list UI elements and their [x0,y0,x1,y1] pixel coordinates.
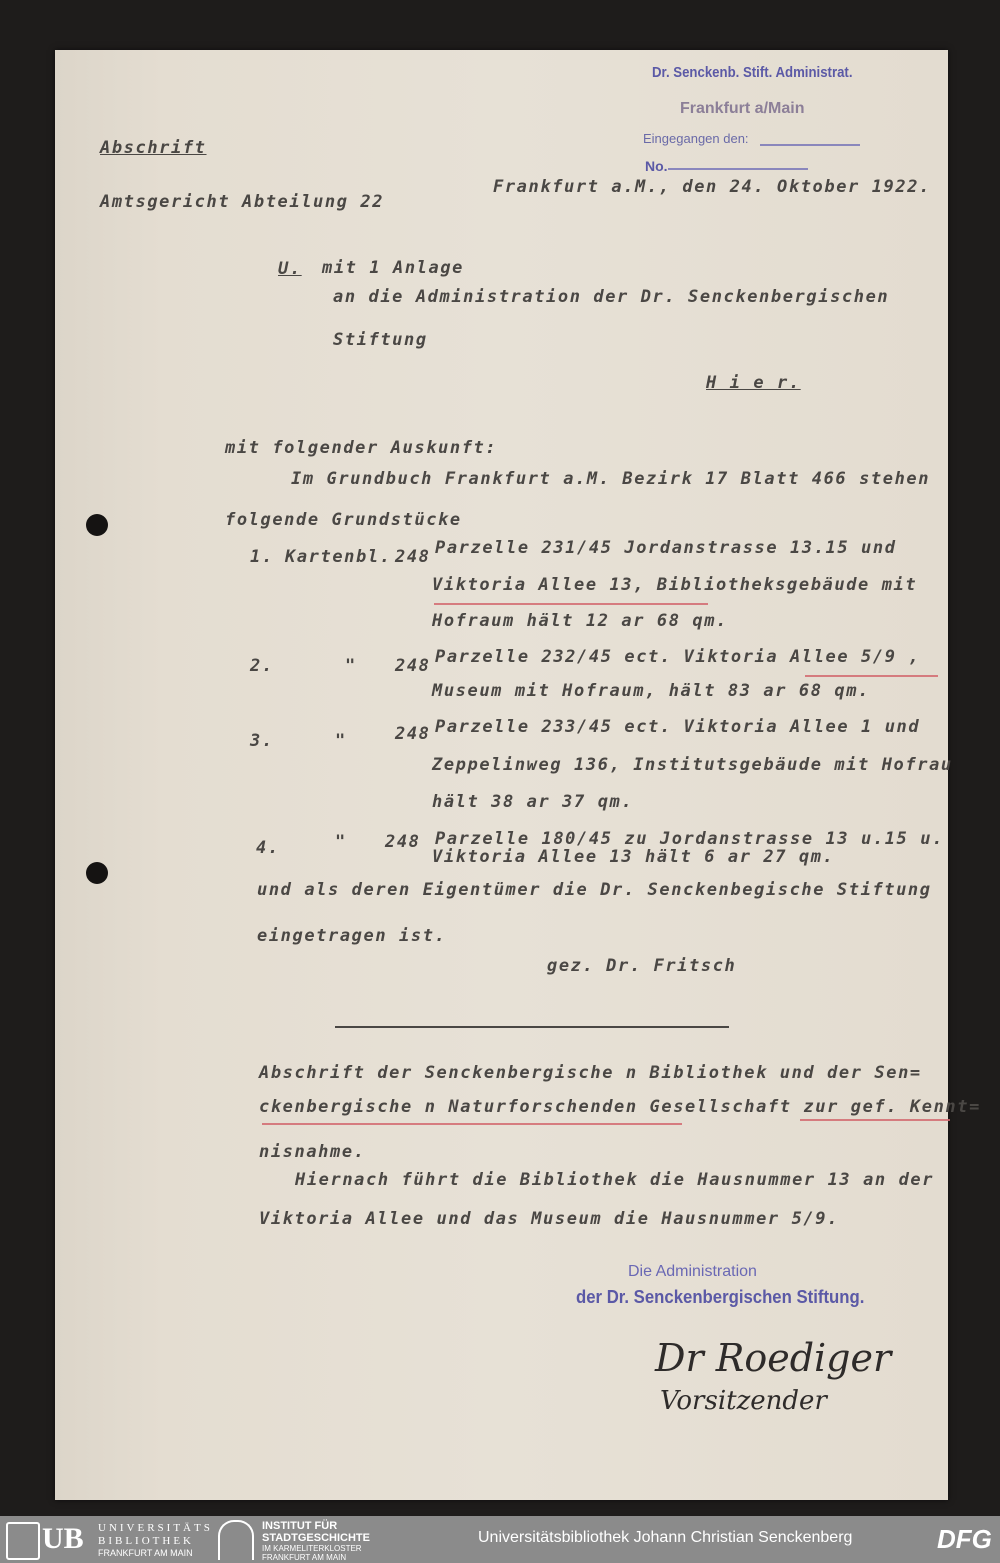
archive-footer [0,1516,1000,1563]
isg-line1: INSTITUT FÜR [262,1520,338,1532]
item-number: 1. [250,547,274,567]
ub-logo: UB [42,1522,84,1555]
note-line3: nisnahme. [259,1142,366,1162]
ub-line3: FRANKFURT AM MAIN [98,1548,193,1558]
item-map-number: 248 [385,832,421,852]
item-number: 2. [250,656,274,676]
ub-seal-icon [6,1522,40,1560]
item-line2: Museum mit Hofraum, hält 83 ar 68 qm. [432,681,870,701]
item-line1: Parzelle 233/45 ect. Viktoria Allee 1 und [435,717,921,737]
item-ditto: " [335,832,347,852]
document-heading: Abschrift [100,138,207,158]
item-line2: Viktoria Allee 13 hält 6 ar 27 qm. [432,847,835,867]
received-stamp-line3: Eingegangen den: [643,131,749,146]
address-line3: Stiftung [333,330,428,350]
closing-line1: und als deren Eigentümer die Dr. Senckenbegische Stiftung [257,880,932,900]
dfg-logo: DFG [937,1524,992,1554]
item-line3: hält 38 ar 37 qm. [432,792,634,812]
ub-line1: UNIVERSITÄTS [98,1522,213,1534]
admin-stamp-line1: Die Administration [628,1263,757,1280]
closing-line2: eingetragen ist. [257,926,447,946]
item-map-number: 248 [395,724,431,744]
admin-stamp-line2: der Dr. Senckenbergischen Stiftung. [576,1287,865,1307]
note-line4: Hiernach führt die Bibliothek die Hausnummer 13 an der [295,1170,935,1190]
body-intro: mit folgender Auskunft: [225,438,498,458]
isg-line2: STADTGESCHICHTE [262,1532,370,1544]
item-map-number: 248 [395,656,431,676]
item-map-number: 248 [395,547,431,567]
red-underline-note-right [800,1119,950,1121]
address-marker: U. [278,259,302,279]
red-underline-item2 [805,675,938,677]
item-line2: Zeppelinweg 136, Institutsgebäude mit Hofrau [432,755,953,775]
item-ditto: " [345,656,357,676]
handwritten-title: Vorsitzender [660,1386,827,1416]
received-stamp-dash [760,144,860,146]
document-page [55,50,948,1500]
punch-hole-upper [86,514,108,536]
item-map-sheet: Kartenbl. [285,547,392,567]
signed-by: gez. Dr. Fritsch [547,956,737,976]
item-line1: Parzelle 180/45 zu Jordanstrasse 13 u.15 u. [435,829,944,849]
received-stamp-line4: No. [645,158,668,174]
place-date: Frankfurt a.M., den 24. Oktober 1922. [493,177,931,197]
address-line2: an die Administration der Dr. Senckenbergischen [333,287,890,307]
ub-line2: BIBLIOTHEK [98,1535,194,1547]
item-number: 3. [250,731,274,751]
note-line2: ckenbergische n Naturforschenden Gesellschaft zur gef. Kennt= [259,1097,981,1117]
note-line5: Viktoria Allee und das Museum die Hausnummer 5/9. [259,1209,839,1229]
item-line1: Parzelle 231/45 Jordanstrasse 13.15 und [435,538,897,558]
note-line1: Abschrift der Senckenbergische n Bibliothek und der Sen= [259,1063,922,1083]
item-number: 4. [256,838,280,858]
address-line4: H i e r. [706,373,801,393]
footer-institution: Universitätsbibliothek Johann Christian Senckenberg [478,1529,853,1546]
separator-rule [335,1026,729,1028]
isg-line4: FRANKFURT AM MAIN [262,1553,347,1562]
red-underline-viktoria-allee [434,603,708,605]
item-ditto: " [335,731,347,751]
item-line2: Viktoria Allee 13, Bibliotheksgebäude mit [432,575,918,595]
body-line1: Im Grundbuch Frankfurt a.M. Bezirk 17 Blatt 466 stehen [291,469,931,489]
isg-line3: IM KARMELITERKLOSTER [262,1544,362,1553]
handwritten-signature: Dr Roediger [655,1336,892,1380]
address-line1: mit 1 Anlage [322,258,465,278]
received-stamp-no-line [668,168,808,170]
red-underline-note [262,1123,682,1125]
item-line1: Parzelle 232/45 ect. Viktoria Allee 5/9 , [435,647,921,667]
received-stamp-line2: Frankfurt a/Main [680,100,805,117]
item-line3: Hofraum hält 12 ar 68 qm. [432,611,728,631]
received-stamp-line1: Dr. Senckenb. Stift. Administrat. [652,64,853,81]
punch-hole-lower [86,862,108,884]
body-line2: folgende Grundstücke [225,510,462,530]
isg-arch-icon [218,1520,254,1560]
court-name: Amtsgericht Abteilung 22 [100,192,385,212]
